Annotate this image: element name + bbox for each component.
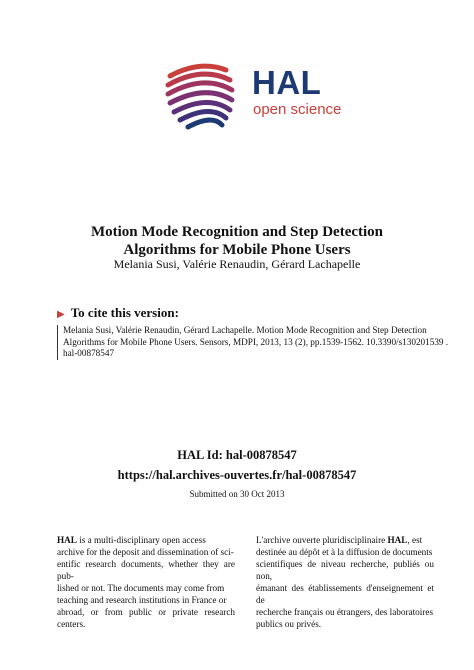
desc-en-line: lished or not. The documents may come from — [57, 583, 225, 593]
hal-swirl-logo-icon — [160, 56, 250, 132]
hal-url-link[interactable]: https://hal.archives-ouvertes.fr/hal-00878547 — [117, 468, 357, 482]
citation-line-1: Melania Susi, Valérie Renaudin, Gérard Lachapelle. Motion Mode Recognition and Step Detection — [63, 325, 427, 335]
desc-en-line: abroad, or from public or private research centers. — [57, 607, 235, 629]
citation-block — [57, 325, 455, 360]
hal-description-french — [256, 534, 434, 630]
submitted-date: Submitted on 30 Oct 2013 — [189, 489, 285, 499]
desc-en-line: HAL is a multi-disciplinary open access — [57, 535, 206, 545]
desc-fr-line: émanant des établissements d'enseignement et de — [256, 583, 434, 605]
desc-fr-line: recherche français ou étrangers, des laboratoires — [256, 607, 434, 617]
desc-en-hal-bold: HAL — [57, 535, 77, 545]
desc-en-line: entific research documents, whether they are pub- — [57, 559, 235, 581]
cite-heading — [57, 305, 179, 321]
triangle-right-icon: ▶ — [57, 309, 65, 320]
hal-logo — [160, 56, 350, 132]
desc-fr-line: destinée au dépôt et à la diffusion de documents — [256, 547, 433, 557]
desc-fr-line: L'archive ouverte pluridisciplinaire HAL, est — [256, 535, 423, 545]
desc-fr-hal-bold: HAL — [387, 535, 408, 545]
paper-authors: Melania Susi, Valérie Renaudin, Gérard Lachapelle — [113, 257, 361, 271]
desc-en-line: teaching and research institutions in France or — [57, 595, 227, 605]
cite-heading-text: To cite this version: — [70, 305, 179, 320]
desc-en-line: archive for the deposit and dissemination of sci- — [57, 547, 234, 557]
desc-fr-line: publics ou privés. — [256, 619, 322, 629]
citation-line-3: hal-00878547 — [63, 348, 115, 359]
hal-id: HAL Id: hal-00878547 — [177, 448, 297, 462]
paper-title-line-1: Motion Mode Recognition and Step Detection — [90, 224, 384, 240]
paper-title-line-2: Algorithms for Mobile Phone Users — [123, 242, 351, 258]
hal-logo-name: HAL — [252, 64, 322, 101]
hal-description-english — [57, 534, 235, 630]
citation-line-2: Algorithms for Mobile Phone Users. Sensors, MDPI, 2013, 13 (2), pp.1539-1562. 10.3390/s130201539 . — [63, 336, 449, 347]
hal-logo-tagline: open science — [253, 101, 342, 118]
desc-fr-line: scientifiques de niveau recherche, publiés ou non, — [256, 559, 434, 581]
